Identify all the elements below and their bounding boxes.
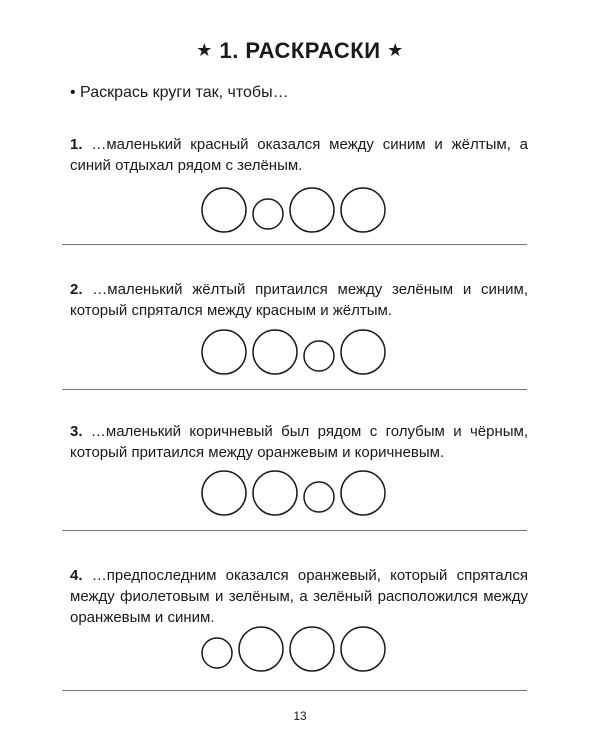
task-text: …маленький жёлтый притаился между зелёным и синим, который спрятался между красным и жёлтым. (70, 281, 528, 319)
page-number: 13 (293, 709, 307, 723)
divider (62, 389, 527, 390)
task-number: 3. (70, 423, 83, 440)
divider (62, 690, 527, 691)
task-number: 2. (70, 281, 83, 298)
circle-big-task2-4 (341, 330, 385, 374)
task-text: …маленький коричневый был рядом с голубым и чёрным, который притаился между оранжевым и коричневым. (70, 423, 529, 461)
star-icon: ★ (387, 40, 404, 60)
circle-big-task1-1 (202, 188, 246, 232)
circle-small-task1-2 (253, 199, 283, 229)
circle-big-task1-4 (341, 188, 385, 232)
circle-big-task3-4 (341, 471, 385, 515)
title-text: 1. РАСКРАСКИ (219, 38, 381, 63)
circle-big-task4-2 (239, 627, 283, 671)
circle-big-task4-4 (341, 627, 385, 671)
circle-small-task3-3 (304, 482, 334, 512)
task-text: …предпоследним оказался оранжевый, который спрятался между фиолетовым и зелёным, а зелёный расположился между оранжевым и синим. (70, 567, 528, 626)
circle-big-task2-1 (202, 330, 246, 374)
task-text: …маленький красный оказался между синим и жёлтым, а синий отдыхал рядом с зелёным. (70, 136, 528, 174)
circle-small-task4-1 (202, 638, 232, 668)
circle-big-task4-3 (290, 627, 334, 671)
divider (62, 530, 527, 531)
task-2 (70, 279, 528, 321)
divider (62, 244, 527, 245)
circle-big-task3-2 (253, 471, 297, 515)
task-3 (70, 421, 528, 463)
circle-big-task1-3 (290, 188, 334, 232)
star-icon: ★ (196, 40, 213, 60)
circle-small-task2-3 (304, 341, 334, 371)
circle-big-task2-2 (253, 330, 297, 374)
task-1 (70, 134, 528, 176)
intro-instruction: • Раскрась круги так, чтобы… (70, 84, 289, 101)
task-number: 4. (70, 567, 83, 584)
task-number: 1. (70, 136, 83, 153)
page-title (0, 38, 600, 64)
circle-big-task3-1 (202, 471, 246, 515)
task-4 (70, 565, 528, 628)
